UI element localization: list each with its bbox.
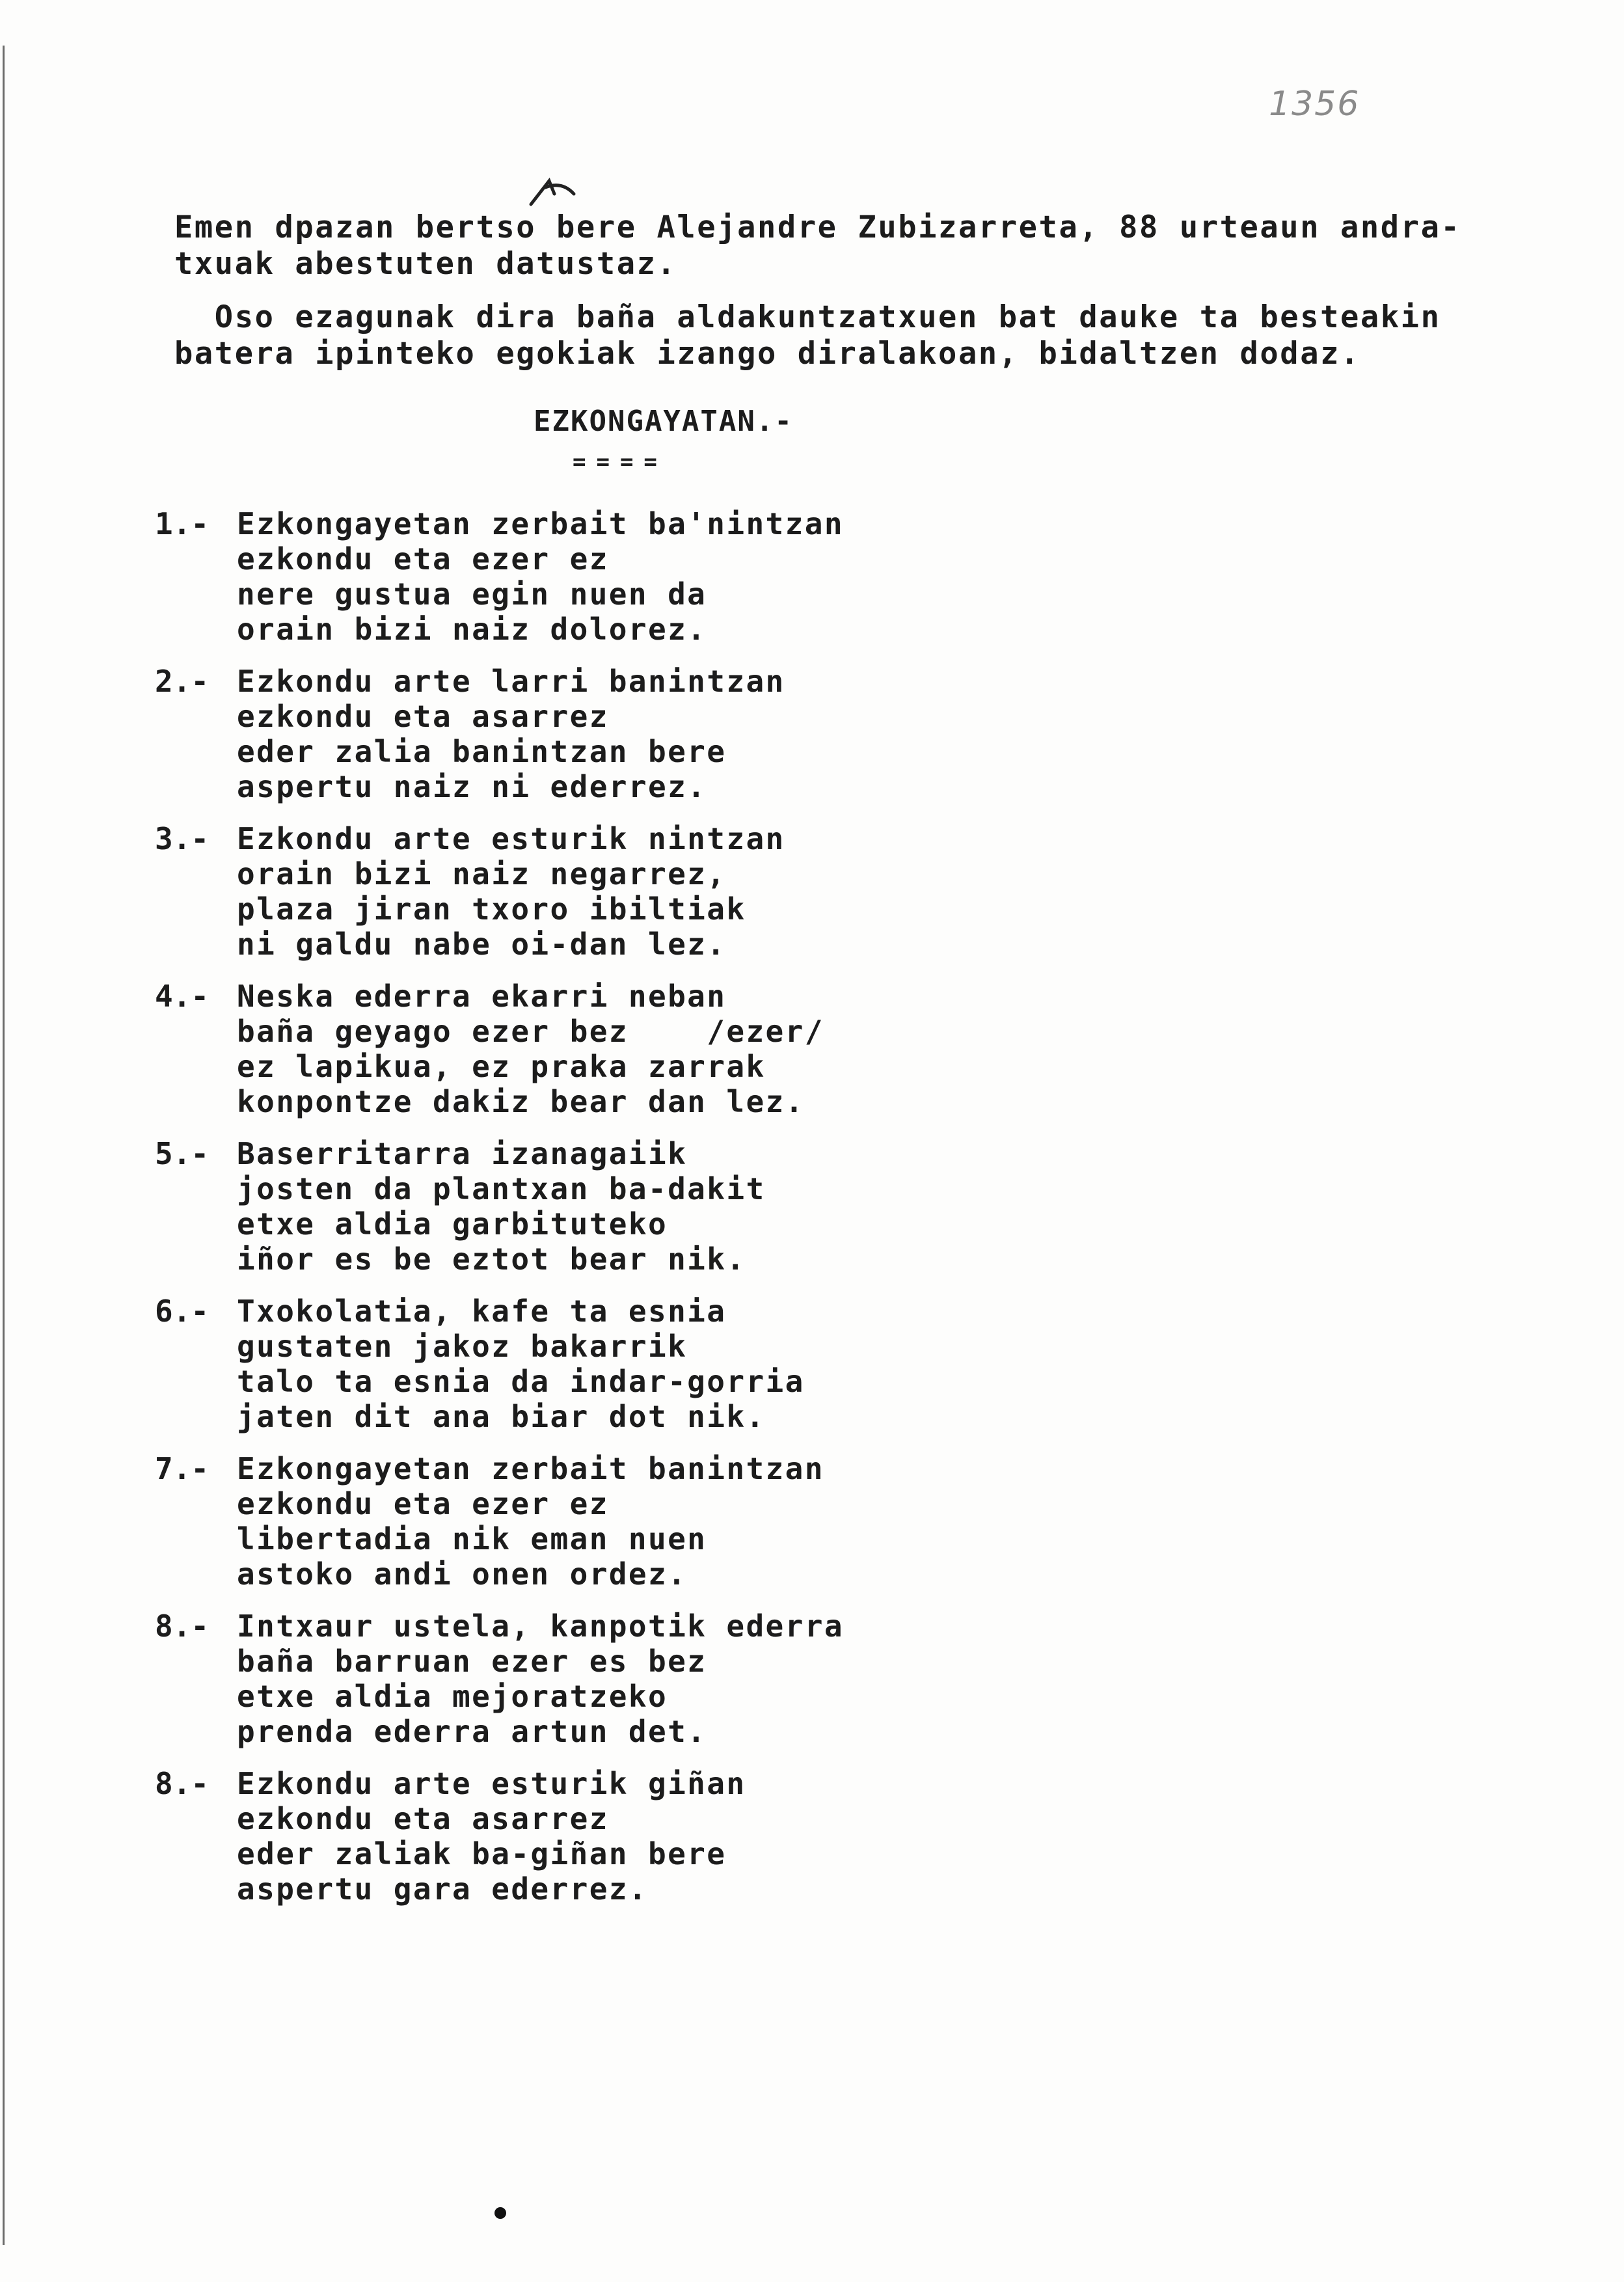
verse-line: eder zalia banintzan bere [237, 734, 727, 769]
intro-paragraph-1-line-2: txuak abestuten datustaz. [174, 246, 677, 282]
verse-number: 6.- [155, 1294, 210, 1329]
intro-paragraph-1-line-1: Emen dpazan bertso bere Alejandre Zubizarreta, 88 urteaun andra- [174, 210, 1461, 245]
verse-line: Ezkondu arte larri banintzan [237, 664, 785, 699]
verse-line: Ezkongayetan zerbait ba'nintzan [237, 506, 844, 541]
verse-line: Txokolatia, kafe ta esnia [237, 1294, 727, 1329]
verse-line: iñor es be eztot bear nik. [237, 1242, 746, 1277]
verse-lines [237, 1766, 746, 1907]
verse-line: ezkondu eta ezer ez [237, 541, 609, 577]
verse-line: konpontze dakiz bear dan lez. [237, 1084, 805, 1119]
verse-number: 2.- [155, 664, 210, 699]
verse-line: baña geyago ezer bez /ezer/ [237, 1014, 824, 1049]
verse-line: Neska ederra ekarri neban [237, 979, 727, 1014]
verse-line: orain bizi naiz dolorez. [237, 612, 707, 647]
verse-line: jaten dit ana biar dot nik. [237, 1399, 766, 1434]
verse-line: gustaten jakoz bakarrik [237, 1329, 688, 1364]
verse-line: baña barruan ezer es bez [237, 1644, 707, 1679]
verse-line: aspertu gara ederrez. [237, 1871, 648, 1907]
verse-number: 4.- [155, 979, 210, 1014]
verse-line: Ezkondu arte esturik giñan [237, 1766, 746, 1801]
verse-number: 8.- [155, 1766, 210, 1801]
verse-line: ni galdu nabe oi-dan lez. [237, 927, 727, 962]
verse-lines [237, 1451, 824, 1592]
verse-line: prenda ederra artun det. [237, 1714, 707, 1749]
verse-line: aspertu naiz ni ederrez. [237, 769, 707, 804]
verse-line: astoko andi onen ordez. [237, 1556, 688, 1592]
verse-line: Ezkondu arte esturik nintzan [237, 821, 785, 856]
verse-line: nere gustua egin nuen da [237, 577, 707, 612]
verse-lines [237, 1609, 844, 1749]
verse-line: Intxaur ustela, kanpotik ederra [237, 1609, 844, 1644]
verse-lines [237, 1294, 805, 1434]
verse-number: 8.- [155, 1609, 210, 1644]
verse-lines [237, 1136, 766, 1277]
verse-line: talo ta esnia da indar-gorria [237, 1364, 805, 1399]
handwritten-caret-mark [526, 174, 578, 213]
verse-lines [237, 821, 785, 962]
verse-number: 5.- [155, 1136, 210, 1171]
verse-line: ezkondu eta ezer ez [237, 1486, 609, 1521]
verse-line: Ezkongayetan zerbait banintzan [237, 1451, 824, 1486]
verse-lines [237, 506, 844, 647]
verse-line: ez lapikua, ez praka zarrak [237, 1049, 766, 1084]
verse-line: plaza jiran txoro ibiltiak [237, 891, 746, 927]
verse-line: orain bizi naiz negarrez, [237, 856, 727, 891]
verse-line: etxe aldia garbituteko [237, 1206, 668, 1242]
intro-paragraph-2-line-1: Oso ezagunak dira baña aldakuntzatxuen bat dauke ta besteakin [174, 299, 1441, 335]
archive-number: 1356 [1269, 85, 1360, 124]
verse-number: 7.- [155, 1451, 210, 1486]
intro-paragraph-2-line-2: batera ipinteko egokiak izango diralakoan, bidaltzen dodaz. [174, 336, 1360, 372]
verse-number: 1.- [155, 506, 210, 541]
verse-line: Baserritarra izanagaiik [237, 1136, 688, 1171]
ink-dot [494, 2207, 506, 2219]
page-edge-line [3, 46, 5, 2245]
verse-number: 3.- [155, 821, 210, 856]
verse-line: ezkondu eta asarrez [237, 1801, 609, 1836]
verse-line: libertadia nik eman nuen [237, 1521, 707, 1556]
verse-lines [237, 979, 824, 1119]
title-underline: ==== [573, 449, 668, 475]
verse-line: eder zaliak ba-giñan bere [237, 1836, 727, 1871]
song-title: EZKONGAYATAN.- [534, 405, 793, 438]
verse-line: ezkondu eta asarrez [237, 699, 609, 734]
verse-line: josten da plantxan ba-dakit [237, 1171, 766, 1206]
verse-lines [237, 664, 785, 804]
verse-line: etxe aldia mejoratzeko [237, 1679, 668, 1714]
